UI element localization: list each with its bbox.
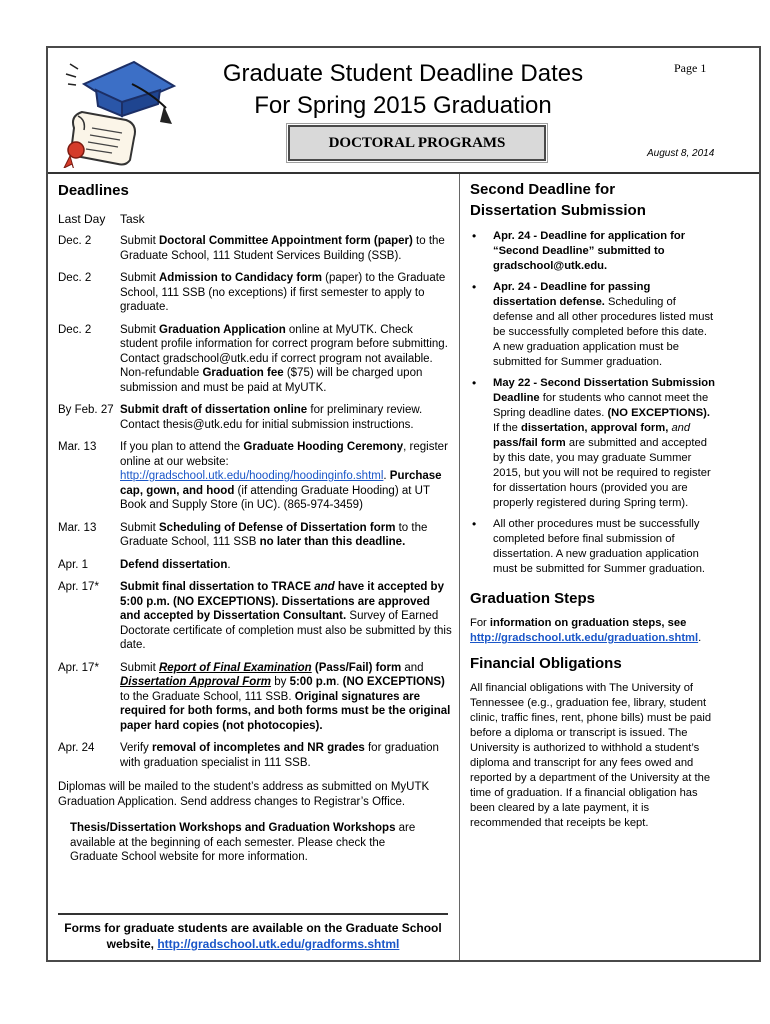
text-run: Submit final dissertation to TRACE (120, 581, 315, 593)
graduation-steps-suffix: . (698, 632, 702, 644)
header (48, 48, 759, 172)
text-run: by (271, 676, 290, 688)
text-run: May 22 - Second Dissertation Submission Deadline (493, 377, 715, 404)
deadline-row (58, 234, 453, 263)
header-divider (48, 172, 759, 174)
text-run: Apr. 24 - Deadline for passing dissertation defense. (493, 281, 651, 308)
text-run: Submit (120, 521, 159, 534)
deadline-row (58, 440, 453, 513)
text-run: (Pass/Fail) form (311, 661, 402, 674)
deadline-task (120, 741, 453, 770)
text-run: to the Graduate School, 111 SSB (120, 521, 428, 548)
text-run: are submitted and accepted by this date, you may graduate Summer 2015, but you will not be required to register for dissertation hours (provided you are properly registered during Spring term). (493, 437, 711, 509)
text-run: Purchase cap, gown, and hood (120, 470, 442, 497)
text-run: , register online at our website: (120, 441, 448, 468)
deadline-date: Apr. 17* (58, 581, 99, 593)
text-run: . (227, 558, 231, 571)
text-run: Survey of Earned Doctorate certificate of completion must also be submitted by this date. (120, 610, 452, 651)
workshop-note-body: are available at the beginning of each semester. Please check the Graduate School website for more information. (70, 822, 416, 863)
deadline-task (120, 403, 453, 432)
text-run: (NO EXCEPTIONS) (342, 676, 445, 688)
workshop-note-title: Thesis/Dissertation Workshops and Graduation Workshops (70, 822, 396, 834)
text-run: Submit (120, 235, 159, 247)
text-run: to the Graduate School, 111 SSB. (120, 690, 295, 703)
text-run: Original signatures are required for both forms, and both forms must be the original paper hard copies (not photocopies). (120, 690, 451, 732)
deadline-row (58, 580, 453, 653)
deadline-task (120, 271, 453, 315)
deadline-task (120, 661, 453, 734)
right-column (470, 179, 715, 831)
text-run: and (401, 661, 424, 674)
financial-obligations-text: All financial obligations with The University of Tennessee (e.g., graduation fee, library, student clinic, traffic fines, rent, phone bills) must be paid before a diploma or transcript is issued. The University is authorized to withhold a student’s diploma and transcript for any fees owed and reported by a department of the University at the time of graduation. If a financial obligation has been cleared by a late payment, it is recommended that receipts be kept. (470, 682, 712, 829)
text-run: for preliminary review. Contact thesis@utk.edu for initial submission instructions. (120, 404, 423, 431)
text-run: Submit (120, 661, 159, 674)
deadline-date: Apr. 17* (58, 661, 99, 674)
graduation-steps-prefix: For (470, 617, 490, 629)
text-run: for graduation with graduation specialist in 111 SSB. (120, 742, 439, 769)
deadline-row (58, 323, 453, 396)
text-run: If the (493, 422, 521, 434)
text-run: online at MyUTK. Check student profile information for correct program before submitting. Contact gradschool@utk.edu if correct program not available. Non-refundable (120, 323, 448, 379)
deadline-task (120, 234, 453, 263)
text-run: Submit (120, 323, 159, 336)
deadline-row (58, 271, 453, 315)
title-line-2: For Spring 2015 Graduation (254, 92, 552, 119)
forms-callout (58, 913, 448, 952)
text-run: (NO EXCEPTIONS). (607, 407, 711, 419)
text-run: Verify (120, 742, 152, 754)
second-deadline-heading (470, 179, 715, 221)
deadline-date: Dec. 2 (58, 323, 92, 336)
program-banner: DOCTORAL PROGRAMS (288, 125, 546, 161)
second-deadline-item (470, 229, 715, 274)
deadlines-table (58, 234, 453, 770)
text-run: dissertation, approval form, (521, 422, 672, 434)
text-run: and (671, 422, 691, 434)
deadlines-section (58, 181, 453, 865)
deadline-task (120, 580, 453, 653)
bullet-icon: • (472, 517, 477, 531)
text-run: Graduation fee (202, 367, 284, 379)
diploma-note: Diplomas will be mailed to the student’s address as submitted on MyUTK Graduation Application. Send address changes to Registrar’s Office. (58, 781, 430, 808)
deadline-row (58, 661, 453, 734)
page-number: Page 1 (674, 61, 707, 75)
text-run: Graduation Application (159, 323, 286, 336)
text-run: Dissertation Approval Form (120, 676, 272, 688)
last-day-column-header: Last Day (58, 212, 106, 226)
text-run: 5:00 p.m (289, 676, 337, 688)
deadline-date: Mar. 13 (58, 521, 97, 534)
document-title (208, 58, 598, 122)
financial-obligations-heading: Financial Obligations (470, 655, 622, 672)
deadline-row (58, 741, 453, 770)
column-divider (459, 174, 460, 960)
text-run: . (383, 470, 390, 482)
text-run: Submit draft of dissertation online (120, 404, 308, 416)
text-run: and (314, 581, 335, 593)
second-deadline-item (470, 376, 715, 511)
deadline-date: Mar. 13 (58, 441, 97, 453)
title-line-1: Graduate Student Deadline Dates (222, 60, 584, 87)
bullet-icon: • (472, 229, 477, 243)
second-deadline-heading-line-1: Second Deadline for (470, 181, 616, 198)
text-run: All other procedures must be successfully completed before final submission of dissertation. A new graduation application must be submitted for Summer graduation. (493, 518, 706, 575)
text-run: have it accepted by 5:00 p.m. (NO EXCEPTIONS). Dissertations are approved and accepted by Dissertation Consultant. (120, 581, 444, 622)
text-run: Doctoral Committee Appointment form (paper) (159, 235, 413, 247)
workshop-note (70, 821, 430, 865)
text-run: If you plan to attend the (120, 441, 244, 453)
forms-link[interactable]: http://gradschool.utk.edu/gradforms.shtml (157, 937, 400, 951)
deadline-date: Apr. 1 (58, 558, 89, 571)
deadline-task (120, 558, 453, 573)
deadline-row (58, 521, 453, 550)
text-run[interactable]: http://gradschool.utk.edu/hooding/hoodinginfo.shtml (120, 470, 384, 482)
text-run: Scheduling of defense and all other procedures listed must be successfully completed before this date. A new graduation application must be submitted for Summer graduation. (493, 296, 714, 368)
deadline-task (120, 323, 453, 396)
text-run: . (336, 676, 343, 688)
text-run: (if attending Graduate Hooding) at UT Book and Supply Store (in UC). (865-974-3459) (120, 484, 430, 511)
graduation-steps-text (470, 616, 715, 646)
deadlines-table-header (58, 211, 453, 227)
deadline-task (120, 440, 453, 513)
text-run: Graduate Hooding Ceremony (243, 441, 404, 453)
document-date: August 8, 2014 (647, 148, 715, 159)
text-run: to the Graduate School, 111 Student Services Building (SSB). (120, 235, 445, 262)
text-run: pass/fail form (493, 437, 566, 449)
bullet-icon: • (472, 376, 477, 390)
bullet-icon: • (472, 280, 477, 294)
deadline-row (58, 403, 453, 432)
deadline-date: Apr. 24 (58, 742, 95, 754)
forms-callout-text: Forms for graduate students are available on the Graduate School website, (64, 921, 442, 951)
graduation-steps-bold: information on graduation steps, see (489, 617, 687, 629)
text-run: no later than this deadline. (259, 536, 406, 548)
text-run: Admission to Candidacy form (159, 272, 322, 284)
text-run: Scheduling of Defense of Dissertation form (159, 521, 396, 534)
second-deadline-item (470, 517, 715, 577)
second-deadline-list (470, 229, 715, 577)
text-run: removal of incompletes and NR grades (151, 742, 365, 754)
text-run: for students who cannot meet the Spring deadline dates. (493, 392, 709, 419)
second-deadline-item (470, 280, 715, 370)
task-column-header: Task (120, 212, 145, 226)
text-run: ($75) will be charged upon submission and must be paid at MyUTK. (120, 367, 423, 394)
text-run: Defend dissertation (120, 558, 228, 571)
deadline-date: Dec. 2 (58, 235, 92, 247)
text-run: Report of Final Examination (159, 661, 312, 674)
deadline-date: Dec. 2 (58, 272, 92, 284)
graduation-cap-diploma-icon (56, 50, 184, 168)
deadline-date: By Feb. 27 (58, 404, 114, 416)
second-deadline-heading-line-2: Dissertation Submission (470, 202, 646, 219)
deadline-row (58, 558, 453, 573)
text-run: (paper) to the Graduate School, 111 SSB (no exceptions) if first semester to apply to graduate. (120, 272, 446, 313)
text-run: Apr. 24 - Deadline for application for “Second Deadline” submitted to gradschool@utk.edu. (493, 230, 686, 272)
graduation-steps-link[interactable]: http://gradschool.utk.edu/graduation.shtml (470, 632, 699, 644)
deadline-task (120, 521, 453, 550)
graduation-steps-heading: Graduation Steps (470, 590, 596, 607)
text-run: Submit (120, 272, 159, 284)
deadlines-heading: Deadlines (58, 182, 129, 199)
